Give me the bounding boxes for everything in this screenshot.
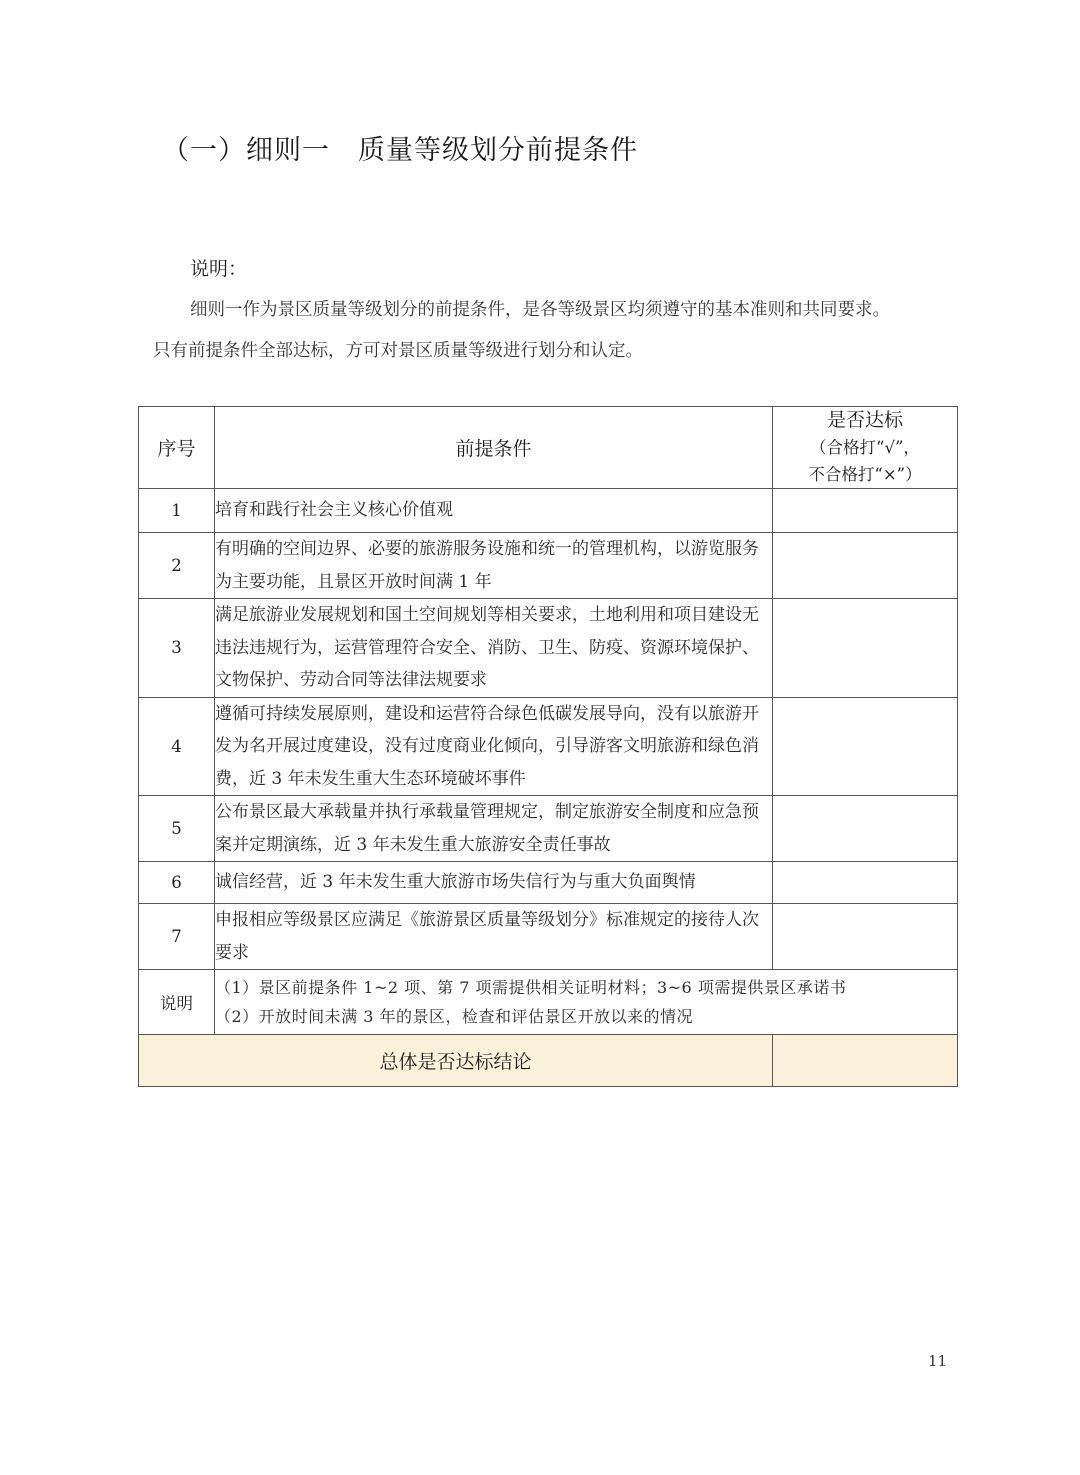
summary-result-cell[interactable] bbox=[773, 1035, 958, 1087]
row-result-cell[interactable] bbox=[773, 697, 958, 796]
row-condition: 满足旅游业发展规划和国土空间规划等相关要求，土地利用和项目建设无违法违规行为，运营管理符合安全、消防、卫生、防疫、资源环境保护、文物保护、劳动合同等法律法规要求 bbox=[215, 599, 773, 698]
table-row bbox=[139, 904, 958, 970]
table-row bbox=[139, 599, 958, 698]
notes-content bbox=[215, 970, 958, 1035]
header-index: 序号 bbox=[139, 407, 215, 489]
table-row bbox=[139, 862, 958, 904]
header-criteria-line2: 不合格打“×”） bbox=[808, 465, 922, 484]
row-index: 2 bbox=[139, 533, 215, 599]
prerequisite-conditions-table bbox=[138, 406, 958, 1087]
page-number: 11 bbox=[928, 1352, 948, 1370]
row-result-cell[interactable] bbox=[773, 862, 958, 904]
row-result-cell[interactable] bbox=[773, 533, 958, 599]
table-row bbox=[139, 697, 958, 796]
note-paragraph-line: 细则一作为景区质量等级划分的前提条件，是各等级景区均须遵守的基本准则和共同要求。 bbox=[190, 300, 890, 320]
row-condition: 有明确的空间边界、必要的旅游服务设施和统一的管理机构，以游览服务为主要功能，且景区开放时间满 1 年 bbox=[215, 533, 773, 599]
summary-label: 总体是否达标结论 bbox=[139, 1035, 773, 1087]
row-index: 3 bbox=[139, 599, 215, 698]
row-condition: 申报相应等级景区应满足《旅游景区质量等级划分》标准规定的接待人次要求 bbox=[215, 904, 773, 970]
row-condition: 培育和践行社会主义核心价值观 bbox=[215, 489, 773, 533]
section-heading-prefix: （一）细则一 bbox=[162, 135, 330, 166]
row-result-cell[interactable] bbox=[773, 489, 958, 533]
note-item: （1）景区前提条件 1~2 项、第 7 项需提供相关证明材料；3~6 项需提供景区承诺书 bbox=[215, 978, 847, 997]
table-row bbox=[139, 796, 958, 862]
row-condition: 公布景区最大承载量并执行承载量管理规定，制定旅游安全制度和应急预案并定期演练，近 3 年未发生重大旅游安全责任事故 bbox=[215, 796, 773, 862]
row-index: 5 bbox=[139, 796, 215, 862]
row-index: 7 bbox=[139, 904, 215, 970]
header-criteria-title: 是否达标 bbox=[826, 409, 903, 431]
table-header-row bbox=[139, 407, 958, 489]
table-row bbox=[139, 489, 958, 533]
row-result-cell[interactable] bbox=[773, 599, 958, 698]
header-condition: 前提条件 bbox=[215, 407, 773, 489]
notes-row bbox=[139, 970, 958, 1035]
section-heading-title: 质量等级划分前提条件 bbox=[358, 135, 638, 166]
summary-row bbox=[139, 1035, 958, 1087]
row-index: 6 bbox=[139, 862, 215, 904]
row-result-cell[interactable] bbox=[773, 796, 958, 862]
section-heading bbox=[162, 128, 638, 167]
row-index: 4 bbox=[139, 697, 215, 796]
row-condition: 遵循可持续发展原则，建设和运营符合绿色低碳发展导向，没有以旅游开发为名开展过度建设，没有过度商业化倾向，引导游客文明旅游和绿色消费，近 3 年未发生重大生态环境破坏事件 bbox=[215, 697, 773, 796]
header-criteria bbox=[773, 407, 958, 489]
row-index: 1 bbox=[139, 489, 215, 533]
row-result-cell[interactable] bbox=[773, 904, 958, 970]
table-row bbox=[139, 533, 958, 599]
note-label: 说明： bbox=[190, 258, 248, 280]
note-item: （2）开放时间未满 3 年的景区，检查和评估景区开放以来的情况 bbox=[215, 1007, 694, 1026]
row-condition: 诚信经营，近 3 年未发生重大旅游市场失信行为与重大负面舆情 bbox=[215, 862, 773, 904]
note-paragraph-line: 只有前提条件全部达标，方可对景区质量等级进行划分和认定。 bbox=[153, 341, 643, 361]
notes-label: 说明 bbox=[139, 970, 215, 1035]
header-criteria-line1: （合格打“√”， bbox=[810, 438, 920, 457]
